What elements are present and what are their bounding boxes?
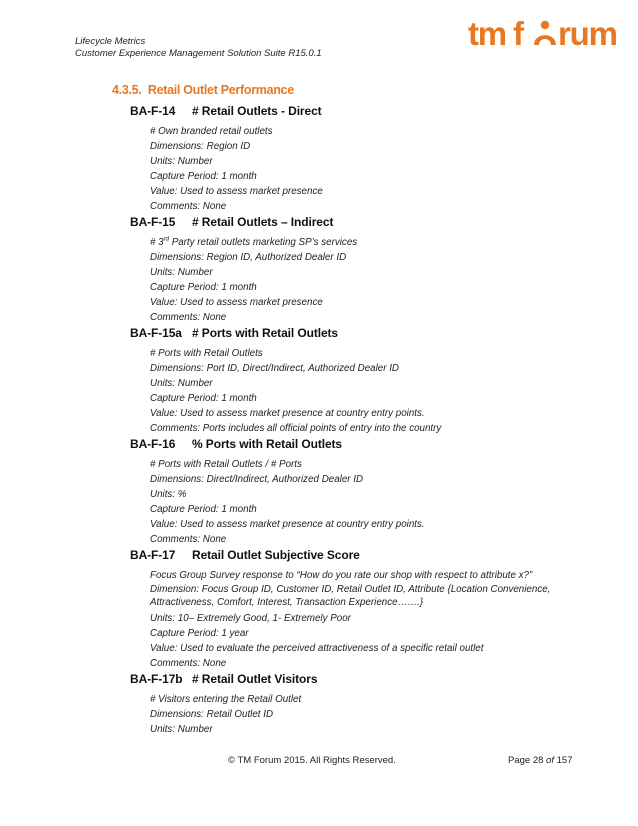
metrics-list	[130, 103, 590, 737]
metric-description: # Ports with Retail Outlets	[150, 348, 263, 359]
metric-dimensions: Dimensions: Region ID, Authorized Dealer ID	[150, 252, 347, 263]
copyright-notice: © TM Forum 2015. All Rights Reserved.	[228, 755, 396, 766]
metric-capture-period: Capture Period: 1 year	[150, 628, 249, 639]
metric-comments: Comments: Ports includes all official points of entry into the country	[150, 423, 442, 434]
metric-ba-f-15a	[130, 325, 590, 436]
logo-person-icon	[534, 21, 556, 45]
header-line-2: Customer Experience Management Solution Suite R15.0.1	[75, 48, 322, 59]
metric-ba-f-16	[130, 436, 590, 547]
metric-name: # Retail Outlets – Indirect	[192, 215, 334, 229]
page-number: Page 28 of 157	[508, 755, 573, 766]
metric-name: # Ports with Retail Outlets	[192, 326, 338, 340]
metric-units: Units: Number	[150, 267, 213, 278]
header-line-1: Lifecycle Metrics	[75, 36, 146, 47]
metric-units: Units: Number	[150, 724, 213, 735]
metric-ba-f-14	[130, 103, 590, 214]
metric-description: # Ports with Retail Outlets / # Ports	[150, 459, 302, 470]
metric-id: BA-F-17b	[130, 672, 183, 686]
metric-capture-period: Capture Period: 1 month	[150, 282, 257, 293]
metric-title	[130, 671, 590, 687]
metric-title	[130, 547, 590, 563]
tmforum-logo	[468, 14, 618, 54]
section-number: 4.3.5.	[112, 83, 142, 97]
metric-comments: Comments: None	[150, 312, 227, 323]
metric-dimensions: Dimensions: Port ID, Direct/Indirect, Authorized Dealer ID	[150, 363, 400, 374]
metric-capture-period: Capture Period: 1 month	[150, 171, 257, 182]
metric-units: Units: Number	[150, 378, 213, 389]
metric-description: # 3rd Party retail outlets marketing SP’s services	[150, 236, 358, 248]
metric-value: Value: Used to assess market presence at country entry points.	[150, 408, 425, 419]
metric-dimensions: Dimensions: Direct/Indirect, Authorized Dealer ID	[150, 474, 364, 485]
metric-description: # Own branded retail outlets	[150, 126, 273, 137]
metric-value: Value: Used to assess market presence	[150, 297, 323, 308]
metric-name: # Retail Outlets - Direct	[192, 104, 322, 118]
metric-dimensions: Dimensions: Retail Outlet ID	[150, 709, 274, 720]
metric-units: Units: Number	[150, 156, 213, 167]
metric-id: BA-F-16	[130, 437, 176, 451]
metric-description: # Visitors entering the Retail Outlet	[150, 694, 302, 705]
document-header	[75, 36, 322, 60]
metric-title	[130, 214, 590, 230]
metric-id: BA-F-15	[130, 215, 176, 229]
metric-value: Value: Used to assess market presence at country entry points.	[150, 519, 425, 530]
metric-value: Value: Used to evaluate the perceived attractiveness of a specific retail outlet	[150, 643, 484, 654]
metric-id: BA-F-17	[130, 548, 176, 562]
metric-ba-f-17b	[130, 671, 590, 737]
metric-value: Value: Used to assess market presence	[150, 186, 323, 197]
metric-title	[130, 103, 590, 119]
metric-units: Units: 10– Extremely Good, 1- Extremely Poor	[150, 613, 351, 624]
metric-comments: Comments: None	[150, 534, 227, 545]
metric-name: Retail Outlet Subjective Score	[192, 548, 360, 562]
metric-name: # Retail Outlet Visitors	[192, 672, 318, 686]
metric-comments: Comments: None	[150, 658, 227, 669]
logo-tm: tm	[468, 15, 506, 52]
logo-rum: rum	[558, 15, 617, 52]
metric-dimensions: Dimension: Focus Group ID, Customer ID, Retail Outlet ID, Attribute {Location Convenience, Attractiveness, Comfort, Interest, Transaction Experience…….}	[150, 584, 551, 608]
metric-title	[130, 436, 590, 452]
metric-ba-f-15	[130, 214, 590, 325]
metric-description: Focus Group Survey response to “How do you rate our shop with respect to attribute x?”	[150, 570, 533, 581]
section-title: Retail Outlet Performance	[147, 83, 294, 97]
metric-title	[130, 325, 590, 341]
metric-id: BA-F-14	[130, 104, 176, 118]
logo-f: f	[513, 15, 524, 52]
section-heading	[112, 83, 294, 97]
metric-capture-period: Capture Period: 1 month	[150, 393, 257, 404]
metric-name: % Ports with Retail Outlets	[192, 437, 342, 451]
metric-units: Units: %	[150, 489, 187, 500]
metric-capture-period: Capture Period: 1 month	[150, 504, 257, 515]
metric-id: BA-F-15a	[130, 326, 182, 340]
metric-comments: Comments: None	[150, 201, 227, 212]
metric-dimensions: Dimensions: Region ID	[150, 141, 251, 152]
metric-ba-f-17	[130, 547, 590, 671]
